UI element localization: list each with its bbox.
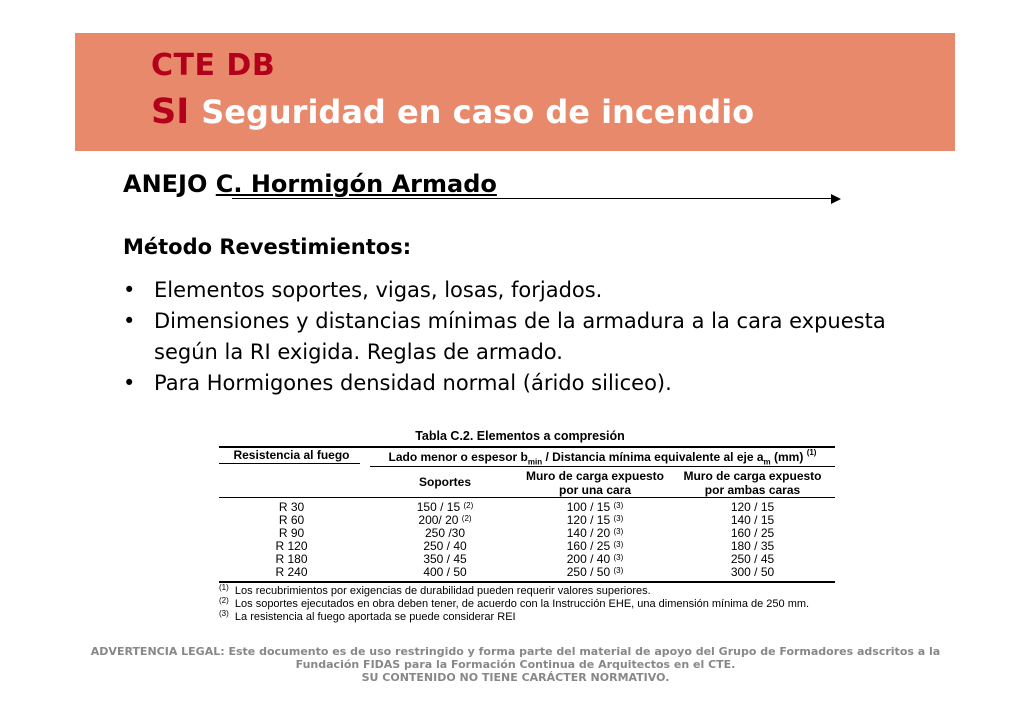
cell-muro-ambas-caras: 140 / 15 <box>730 513 775 527</box>
footnote-3: $^{(3)}$ La resistencia al fuego aportada se puede considerar REI <box>219 609 516 623</box>
table-rule-group <box>370 466 835 467</box>
cell-soportes: 150 / 15 $^{(2)}$ <box>416 500 474 514</box>
cell-resistance: R 180 <box>275 552 308 566</box>
table-rule-bottom <box>219 581 835 583</box>
table-rule-header <box>219 497 835 498</box>
heading-arrow-line <box>232 198 832 199</box>
cell-resistance: R 240 <box>275 565 308 579</box>
cell-muro-ambas-caras: 180 / 35 <box>730 539 775 553</box>
cell-soportes: 250 / 40 <box>423 539 467 553</box>
footnote-1: $^{(1)}$ Los recubrimientos por exigencias de durabilidad pueden requerir valores superiores. <box>219 583 651 597</box>
legal-notice <box>88 645 943 684</box>
cell-muro-una-cara: 120 / 15 $^{(3)}$ <box>566 513 624 527</box>
bullet-icon: • <box>123 278 136 302</box>
legal-line-3: SU CONTENIDO NO TIENE CARÁCTER NORMATIVO. <box>361 671 670 684</box>
cell-muro-ambas-caras: 300 / 50 <box>730 565 775 579</box>
col-header-muro2: Muro de carga expuesto por ambas caras <box>683 469 822 497</box>
col-header-fire: Resistencia al fuego <box>233 448 350 462</box>
legal-line-2: Fundación FIDAS para la Formación Continua de Arquitectos en el CTE. <box>295 658 736 671</box>
section-title: C. Hormigón Armado <box>215 170 497 198</box>
cell-muro-una-cara: 100 / 15 $^{(3)}$ <box>566 500 624 514</box>
col-header-soportes: Soportes <box>418 475 471 489</box>
cell-muro-ambas-caras: 120 / 15 <box>730 500 775 514</box>
bullet-icon: • <box>123 309 136 333</box>
list-item <box>123 368 923 399</box>
bullet-text: Elementos soportes, vigas, losas, forjados. <box>154 278 603 302</box>
table-c2 <box>205 413 835 628</box>
col-header-muro1: Muro de carga expuesto por una cara <box>525 469 665 497</box>
cell-resistance: R 120 <box>275 539 308 553</box>
footnote-2: $^{(2)}$ Los soportes ejecutados en obra deben tener, de acuerdo con la Instrucción EHE, una dimensión mínima de 250 mm. <box>219 596 810 610</box>
doc-subtitle <box>151 92 754 132</box>
cell-muro-una-cara: 200 / 40 $^{(3)}$ <box>566 552 624 566</box>
table-rule-fire <box>219 463 360 464</box>
cell-muro-una-cara: 140 / 20 $^{(3)}$ <box>566 526 624 540</box>
si-label: SI <box>151 92 190 132</box>
table-row <box>205 566 835 579</box>
bullet-icon: • <box>123 371 136 395</box>
table-caption: Tabla C.2. Elementos a compresión <box>415 429 625 443</box>
cell-soportes: 250 /30 <box>424 526 466 540</box>
section-prefix: ANEJO <box>123 170 208 198</box>
cell-soportes: 350 / 45 <box>423 552 467 566</box>
cell-muro-una-cara: 250 / 50 $^{(3)}$ <box>566 565 624 579</box>
list-item <box>123 275 923 306</box>
cell-muro-ambas-caras: 250 / 45 <box>730 552 775 566</box>
cell-resistance: R 60 <box>278 513 305 527</box>
col-header-group: Lado menor o espesor $b_{min}$ / Distancia mínima equivalente al eje $a_m$ (mm) $^{(1)}$ <box>388 448 817 467</box>
arrow-right-icon <box>831 194 841 204</box>
list-item <box>123 306 923 368</box>
cell-soportes: 200/ 20 $^{(2)}$ <box>418 513 472 527</box>
bullet-list <box>123 275 923 399</box>
legal-line-1: ADVERTENCIA LEGAL: Este documento es de uso restringido y forma parte del material de apoyo del Grupo de Formadores adscritos a la <box>90 645 941 658</box>
section-heading <box>123 170 497 198</box>
doc-title: CTE DB <box>151 48 276 83</box>
cell-muro-ambas-caras: 160 / 25 <box>730 526 775 540</box>
subtitle-text: Seguridad en caso de incendio <box>201 93 755 131</box>
cell-muro-una-cara: 160 / 25 $^{(3)}$ <box>566 539 624 553</box>
method-title: Método Revestimientos: <box>123 235 412 259</box>
bullet-text: Para Hormigones densidad normal (árido siliceo). <box>154 371 672 395</box>
cell-resistance: R 90 <box>278 526 305 540</box>
cell-soportes: 400 / 50 <box>423 565 467 579</box>
cell-resistance: R 30 <box>278 500 305 514</box>
bullet-text: Dimensiones y distancias mínimas de la armadura a la cara expuesta según la RI exigida. Reglas de armado. <box>154 309 886 364</box>
